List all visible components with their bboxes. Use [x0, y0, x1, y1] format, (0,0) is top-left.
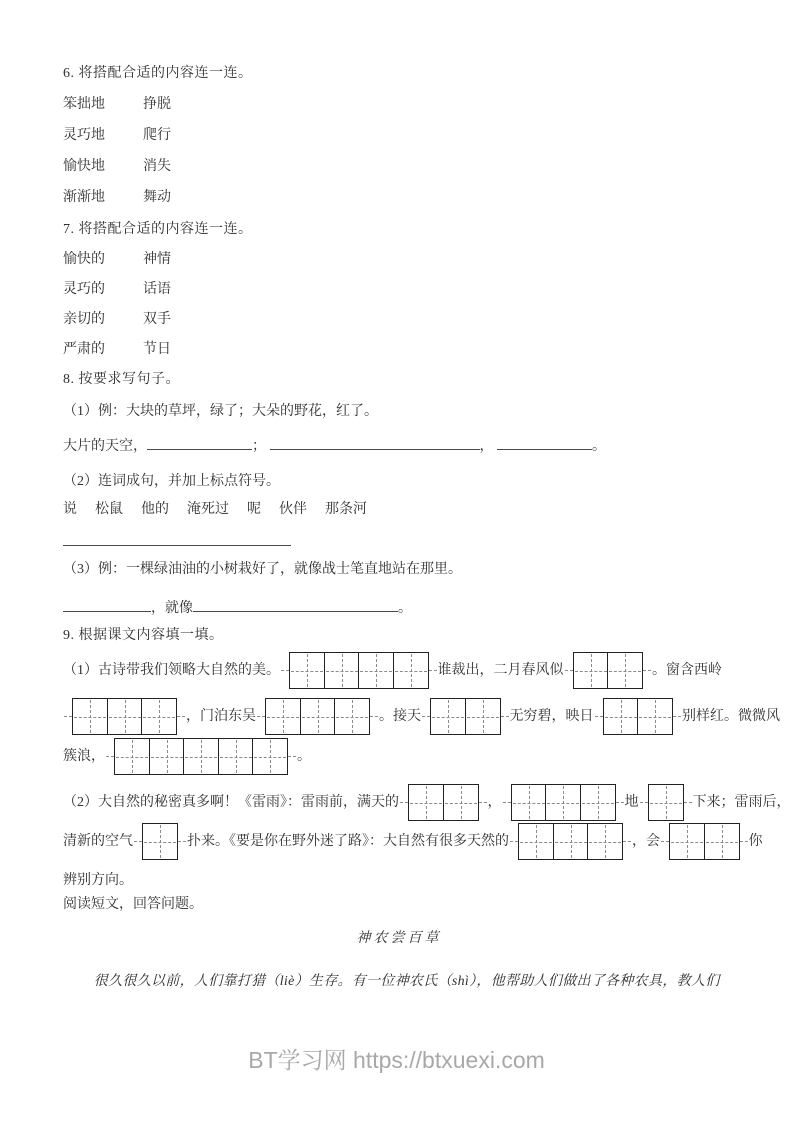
match-right-word: 双手	[143, 312, 171, 327]
q8-part3-fill-sentence	[63, 598, 735, 618]
q8-word-bank	[63, 502, 735, 518]
reading-section	[63, 897, 735, 990]
q9-part2-line-3	[63, 873, 735, 889]
fill-line-text: 。接天	[379, 708, 421, 724]
q8-part1-stem: 大片的天空，	[63, 439, 147, 454]
question-7-heading: 7. 将搭配合适的内容连一连。	[63, 222, 253, 237]
answer-blank[interactable]	[193, 598, 398, 612]
punctuation: ；	[252, 439, 266, 454]
writing-grid-box[interactable]	[648, 784, 684, 821]
q9-part1-line-2	[63, 698, 780, 735]
match-row	[63, 342, 735, 358]
match-left-word: 笨拙地	[63, 97, 105, 112]
writing-grid-box[interactable]	[114, 738, 150, 775]
match-left-word: 灵巧的	[63, 282, 105, 297]
footer-watermark	[0, 1046, 793, 1074]
fill-line-text: ，会	[632, 833, 660, 849]
q8-part1-fill-sentence	[63, 436, 735, 456]
fill-line-text: （2）大自然的秘密真多啊！《雷雨》：雷雨前，满天的	[63, 794, 399, 810]
punctuation: 。	[398, 601, 412, 616]
match-right-word: 舞动	[143, 190, 171, 205]
answer-blank[interactable]	[147, 436, 252, 450]
match-left-word: 亲切的	[63, 312, 105, 327]
match-left-word: 严肃的	[63, 342, 105, 357]
match-right-word: 话语	[143, 282, 171, 297]
answer-blank[interactable]	[63, 598, 151, 612]
question-8	[63, 372, 735, 618]
match-row	[63, 282, 735, 298]
match-row	[63, 159, 735, 175]
writing-grid-box[interactable]	[141, 698, 177, 735]
writing-grid-box[interactable]	[518, 823, 554, 860]
reading-passage: 很久很久以前，人们靠打猎（liè）生存。有一位神农氏（shì），他帮助人们做出了各种农具，教人们	[93, 974, 720, 989]
q9-part2-line-2	[63, 823, 763, 860]
word-bank-item: 那条河	[325, 502, 367, 517]
writing-grid-box[interactable]	[603, 698, 639, 735]
writing-grid-box[interactable]	[573, 652, 609, 689]
word-bank-item: 淹死过	[187, 502, 229, 517]
writing-grid-box[interactable]	[545, 784, 581, 821]
answer-blank[interactable]	[270, 436, 480, 450]
match-right-word: 消失	[143, 159, 171, 174]
writing-grid-box[interactable]	[580, 784, 616, 821]
writing-grid-group	[281, 652, 437, 689]
writing-grid-box[interactable]	[430, 698, 466, 735]
question-6-heading: 6. 将搭配合适的内容连一连。	[63, 66, 253, 81]
q9-part1-line-3	[63, 738, 735, 775]
question-6	[63, 66, 735, 206]
writing-grid-box[interactable]	[252, 738, 288, 775]
match-right-word: 挣脱	[143, 97, 171, 112]
match-row	[63, 190, 735, 206]
match-left-word: 愉快地	[63, 159, 105, 174]
writing-grid-box[interactable]	[218, 738, 254, 775]
fill-line-text: 下来；雷雨后，	[692, 794, 791, 810]
fill-line-text: 。	[297, 748, 311, 764]
fill-line-text: 无穷碧，映日	[509, 708, 594, 724]
match-row	[63, 128, 735, 144]
writing-grid-group	[257, 698, 378, 735]
writing-grid-box[interactable]	[465, 698, 501, 735]
fill-line-text: 谁裁出，二月春风似	[437, 662, 564, 678]
fill-line-text: 扑来。《要是你在野外迷了路》：大自然有很多天然的	[187, 833, 509, 849]
writing-grid-box[interactable]	[393, 652, 429, 689]
word-bank-item: 说	[63, 502, 77, 517]
writing-grid-box[interactable]	[149, 738, 185, 775]
match-right-word: 神情	[143, 252, 171, 267]
word-bank-item: 他的	[141, 502, 169, 517]
writing-grid-group	[640, 784, 692, 821]
writing-grid-box[interactable]	[408, 784, 444, 821]
reading-title: 神农尝百草	[356, 931, 442, 946]
match-row	[63, 97, 735, 113]
fill-line-text: 地	[624, 794, 639, 810]
writing-grid-group	[64, 698, 185, 735]
q8-part3-connector: ，就像	[151, 601, 193, 616]
writing-grid-box[interactable]	[607, 652, 643, 689]
writing-grid-box[interactable]	[289, 652, 325, 689]
writing-grid-group	[134, 823, 186, 860]
writing-grid-box[interactable]	[704, 823, 740, 860]
question-7	[63, 222, 735, 358]
word-bank-item: 伙伴	[279, 502, 307, 517]
answer-blank-line[interactable]	[63, 545, 291, 546]
fill-line-text: （1）古诗带我们领略大自然的美。	[63, 662, 280, 678]
question-8-heading: 8. 按要求写句子。	[63, 372, 180, 387]
writing-grid-group	[595, 698, 682, 735]
q8-part2-heading: （2）连词成句，并加上标点符号。	[63, 474, 280, 489]
writing-grid-box[interactable]	[511, 784, 547, 821]
writing-grid-box[interactable]	[265, 698, 301, 735]
fill-line-text: 你	[748, 833, 763, 849]
punctuation: 。	[592, 439, 606, 454]
writing-grid-group	[422, 698, 509, 735]
writing-grid-box[interactable]	[183, 738, 219, 775]
fill-line-text: 簇浪，	[63, 748, 105, 764]
footer-url[interactable]: https://btxuexi.com	[353, 1047, 545, 1073]
writing-grid-box[interactable]	[587, 823, 623, 860]
writing-grid-box[interactable]	[107, 698, 143, 735]
writing-grid-group	[503, 784, 624, 821]
writing-grid-box[interactable]	[637, 698, 673, 735]
writing-grid-group	[661, 823, 748, 860]
q8-part1-example: （1）例：大块的草坪，绿了；大朵的野花，红了。	[63, 404, 378, 419]
writing-grid-box[interactable]	[324, 652, 360, 689]
match-right-word: 爬行	[143, 128, 171, 143]
question-9-heading: 9. 根据课文内容填一填。	[63, 628, 224, 643]
question-9	[63, 628, 791, 889]
writing-grid-box[interactable]	[669, 823, 705, 860]
match-row	[63, 252, 735, 268]
writing-grid-box[interactable]	[334, 698, 370, 735]
writing-grid-box[interactable]	[443, 784, 479, 821]
word-bank-item: 呢	[247, 502, 261, 517]
writing-grid-box[interactable]	[553, 823, 589, 860]
writing-grid-group	[510, 823, 631, 860]
fill-line-text: 别样红。微微风	[682, 708, 780, 724]
reading-instruction: 阅读短文，回答问题。	[63, 897, 203, 912]
q8-part3-example: （3）例：一棵绿油油的小树栽好了，就像战士笔直地站在那里。	[63, 562, 462, 577]
writing-grid-group	[106, 738, 296, 775]
fill-line-text: 。窗含西岭	[652, 662, 722, 678]
match-left-word: 愉快的	[63, 252, 105, 267]
match-right-word: 节日	[143, 342, 171, 357]
fill-line-text: 清新的空气	[63, 833, 133, 849]
match-left-word: 渐渐地	[63, 190, 105, 205]
writing-grid-box[interactable]	[300, 698, 336, 735]
footer-site-name: BT学习网	[248, 1047, 347, 1073]
fill-line-text: ，	[487, 794, 502, 810]
match-row	[63, 312, 735, 328]
writing-grid-box[interactable]	[72, 698, 108, 735]
answer-blank[interactable]	[497, 436, 592, 450]
writing-grid-group	[400, 784, 487, 821]
writing-grid-group	[565, 652, 652, 689]
q9-part1-line-1	[63, 652, 735, 689]
match-left-word: 灵巧地	[63, 128, 105, 143]
writing-grid-box[interactable]	[358, 652, 394, 689]
punctuation: ，	[479, 439, 494, 454]
q9-part2-line-1	[63, 784, 791, 821]
fill-line-text: ，门泊东吴	[186, 708, 256, 724]
word-bank-item: 松鼠	[95, 502, 123, 517]
fill-line-text: 辨别方向。	[63, 873, 133, 888]
writing-grid-box[interactable]	[142, 823, 178, 860]
